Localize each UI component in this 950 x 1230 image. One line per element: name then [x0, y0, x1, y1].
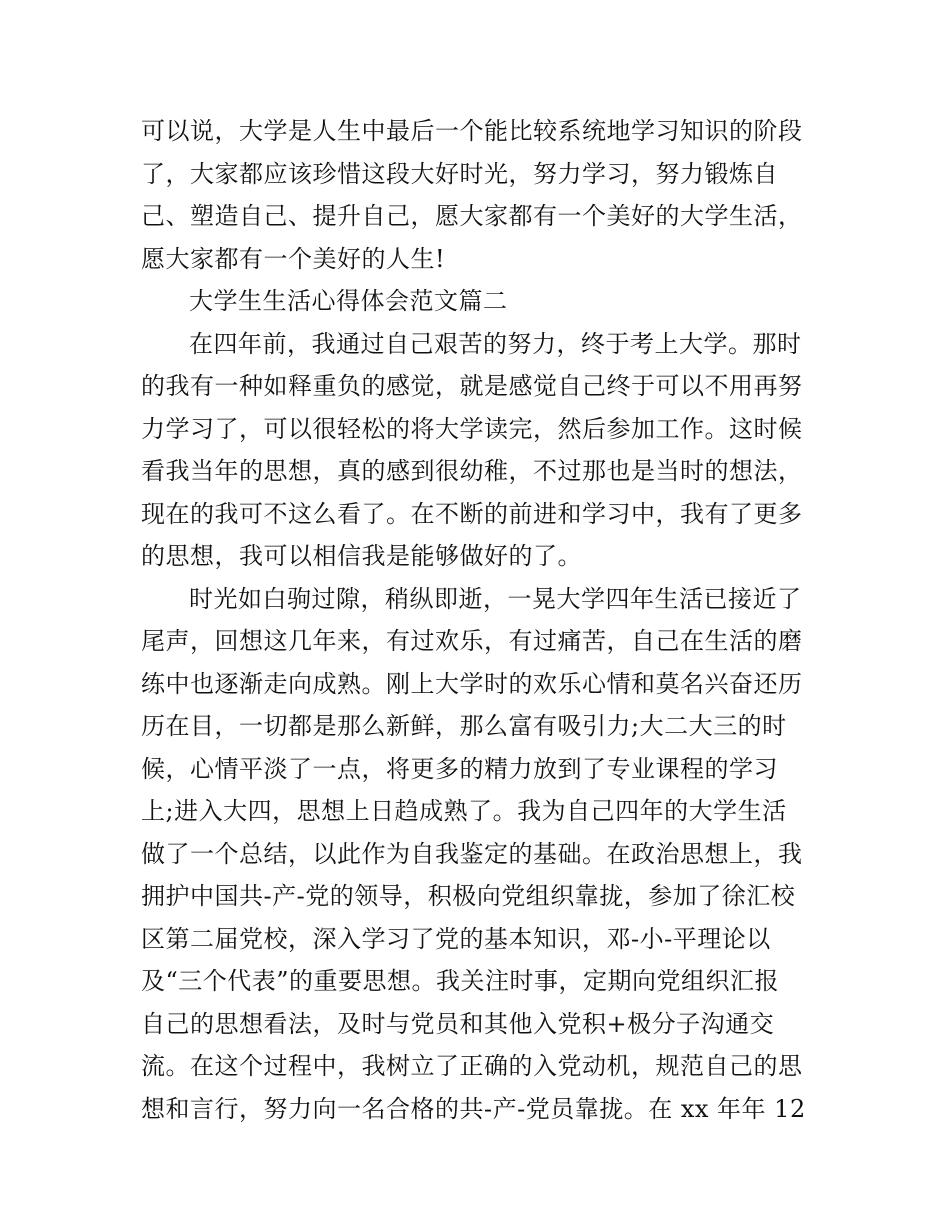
document-body	[141, 110, 811, 1130]
text-line: 上;进入大四，思想上日趋成熟了。我为自己四年的大学生活	[141, 797, 787, 825]
text-line: 在四年前，我通过自己艰苦的努力，终于考上大学。那时	[189, 329, 802, 358]
text-line: 愿大家都有一个美好的人生!	[141, 244, 446, 273]
text-line: 候，心情平淡了一点，将更多的精力放到了专业课程的学习	[141, 754, 778, 783]
section-heading: 大学生生活心得体会范文篇二	[189, 287, 508, 315]
text-line: 力学习了，可以很轻松的将大学读完，然后参加工作。这时候	[141, 414, 803, 443]
text-line: 尾声，回想这几年来，有过欢乐，有过痛苦，自己在生活的磨	[141, 627, 803, 655]
text-line: 看我当年的思想，真的感到很幼稚，不过那也是当时的想法，	[141, 457, 803, 485]
text-line: 流。在这个过程中，我树立了正确的入党动机，规范自己的思	[141, 1052, 803, 1080]
text-line: 区第二届党校，深入学习了党的基本知识，邓-小-平理论以	[141, 924, 771, 953]
text-line: 及“三个代表”的重要思想。我关注时事，定期向党组织汇报	[141, 967, 780, 995]
text-line: 想和言行，努力向一名合格的共-产-党员靠拢。在 xx 年年 12	[141, 1094, 806, 1123]
text-line: 拥护中国共-产-党的领导，积极向党组织靠拢，参加了徐汇校	[141, 882, 796, 910]
text-line: 历在目，一切都是那么新鲜，那么富有吸引力;大二大三的时	[141, 712, 787, 740]
text-line: 可以说，大学是人生中最后一个能比较系统地学习知识的阶段	[141, 117, 803, 145]
text-line: 己、塑造自己、提升自己，愿大家都有一个美好的大学生活，	[141, 202, 803, 230]
text-line: 的我有一种如释重负的感觉，就是感觉自己终于可以不用再努	[141, 372, 803, 400]
text-line: 自己的思想看法，及时与党员和其他入党积+极分子沟通交	[141, 1009, 775, 1038]
text-line: 了，大家都应该珍惜这段大好时光，努力学习，努力锻炼自	[141, 159, 778, 188]
text-line: 现在的我可不这么看了。在不断的前进和学习中，我有了更多	[141, 499, 803, 528]
text-line: 练中也逐渐走向成熟。刚上大学时的欢乐心情和莫名兴奋还历	[141, 669, 803, 698]
text-line: 时光如白驹过隙，稍纵即逝，一晃大学四年生活已接近了	[189, 584, 802, 613]
text-line: 做了一个总结，以此作为自我鉴定的基础。在政治思想上，我	[141, 839, 803, 868]
text-line: 的思想，我可以相信我是能够做好的了。	[141, 542, 582, 570]
